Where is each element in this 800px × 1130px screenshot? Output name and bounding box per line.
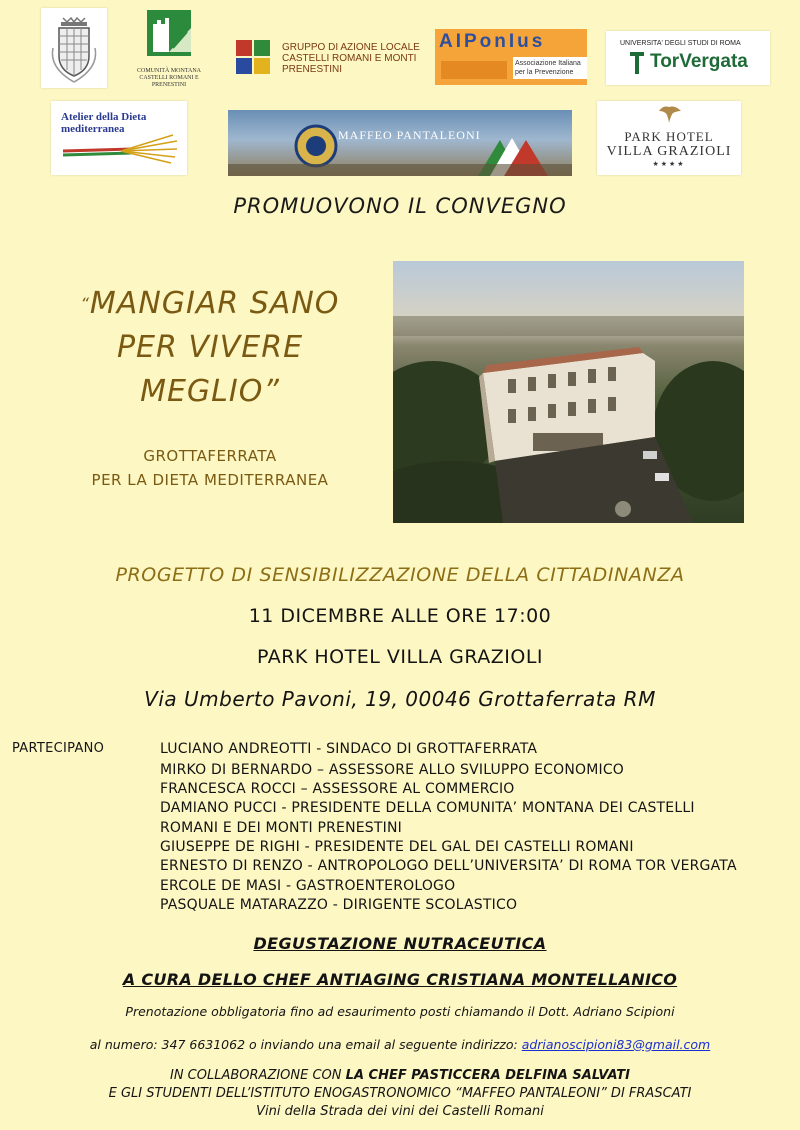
villa-aerial-image (393, 261, 744, 523)
atelier-text: Atelier della Dieta mediterranea (61, 111, 147, 135)
subtitle-line2: PER LA DIETA MEDITERRANEA (91, 471, 329, 489)
wines-line: Vini della Strada dei vini dei Castelli Romani (256, 1104, 544, 1119)
participant-row: ERNESTO DI RENZO - ANTROPOLOGO DELL’UNIVERSITA’ DI ROMA TOR VERGATA (160, 858, 737, 874)
collab-chef: LA CHEF PASTICCERA DELFINA SALVATI (345, 1068, 631, 1083)
participant-row: LUCIANO ANDREOTTI - SINDACO DI GROTTAFERRATA (160, 741, 538, 757)
title-open-quote: “ (80, 294, 90, 313)
pantaleoni-text: MAFFEO PANTALEONI (338, 128, 481, 142)
torvergata-top: UNIVERSITA' DEGLI STUDI DI ROMA (620, 40, 741, 47)
aiponius-word: AIPonIus (439, 31, 546, 52)
comunita-montana-logo (133, 8, 205, 90)
tasting-title: DEGUSTAZIONE NUTRACEUTICA (253, 934, 547, 953)
participant-row: ROMANI E DEI MONTI PRENESTINI (160, 820, 402, 836)
school-banner-icon (228, 110, 572, 176)
participant-row: MIRKO DI BERNARDO – ASSESSORE ALLO SVILUPPO ECONOMICO (160, 762, 625, 778)
tasting-chef: A CURA DELLO CHEF ANTIAGING CRISTIANA MONTELLANICO (122, 970, 678, 989)
gal-logo (232, 36, 420, 82)
gal-squares-icon (232, 36, 276, 80)
promuovono-heading: PROMUOVONO IL CONVEGNO (233, 194, 567, 218)
park-hotel-line1: PARK HOTEL (624, 129, 714, 144)
comune-grottaferrata-logo (41, 8, 107, 88)
subtitle-block (40, 444, 380, 492)
wheat-icon (61, 129, 181, 169)
booking-phone-text: al numero: 347 6631062 o inviando una email al seguente indirizzo: (89, 1037, 522, 1052)
participants-label: PARTECIPANO (12, 741, 105, 756)
booking-line2 (0, 1037, 800, 1052)
gal-text: GRUPPO DI AZIONE LOCALE CASTELLI ROMANI E MONTI PRENESTINI (282, 42, 420, 75)
event-date: 11 DICEMBRE ALLE ORE 17:00 (248, 605, 552, 627)
angel-icon (655, 103, 683, 125)
event-venue: PARK HOTEL VILLA GRAZIOLI (256, 646, 544, 668)
coat-of-arms-icon (41, 8, 107, 88)
park-hotel-line2: VILLA GRAZIOLI (606, 144, 732, 159)
park-hotel-logo (597, 101, 741, 175)
collab-line (0, 1068, 800, 1083)
participant-row: ERCOLE DE MASI - GASTROENTEROLOGO (160, 878, 456, 894)
park-hotel-stars: ★★★★ (652, 160, 686, 168)
atelier-dieta-logo (51, 101, 187, 175)
title-block (40, 282, 380, 414)
torvergata-mark-icon (628, 50, 646, 76)
torvergata-name: TorVergata (650, 51, 748, 72)
title-line2: PER VIVERE (116, 330, 304, 365)
torvergata-logo (606, 31, 770, 85)
pantaleoni-school-logo (228, 110, 572, 176)
aiponius-band (441, 61, 507, 79)
progetto-heading: PROGETTO DI SENSIBILIZZAZIONE DELLA CITTADINANZA (115, 564, 685, 586)
participant-row: PASQUALE MATARAZZO - DIRIGENTE SCOLASTICO (160, 897, 518, 913)
participant-row: DAMIANO PUCCI - PRESIDENTE DELLA COMUNITA’ MONTANA DEI CASTELLI (160, 800, 695, 816)
title-line3: MEGLIO” (140, 374, 280, 409)
comunita-montana-text: COMUNITÀ MONTANA CASTELLI ROMANI E PRENESTINI (136, 68, 202, 88)
participant-row: FRANCESCA ROCCI – ASSESSORE AL COMMERCIO (160, 781, 515, 797)
castle-tower-icon (133, 8, 205, 64)
collab-prefix: IN COLLABORAZIONE CON (169, 1068, 346, 1083)
participant-row: GIUSEPPE DE RIGHI - PRESIDENTE DEL GAL DEI CASTELLI ROMANI (160, 839, 634, 855)
event-address: Via Umberto Pavoni, 19, 00046 Grottaferrata RM (144, 687, 656, 711)
email-link[interactable]: adrianoscipioni83@gmail.com (521, 1037, 711, 1052)
aiponius-logo (435, 29, 587, 85)
students-line: E GLI STUDENTI DELL’ISTITUTO ENOGASTRONOMICO “MAFFEO PANTALEONI” DI FRASCATI (108, 1086, 692, 1101)
title-line1: MANGIAR SANO (89, 286, 340, 321)
aiponius-sub: Associazione Italiana per la Prevenzione (513, 57, 587, 79)
booking-line1: Prenotazione obbligatoria fino ad esaurimento posti chiamando il Dott. Adriano Scipioni (125, 1004, 675, 1019)
subtitle-line1: GROTTAFERRATA (143, 447, 277, 465)
villa-grazioli-photo (393, 261, 744, 523)
